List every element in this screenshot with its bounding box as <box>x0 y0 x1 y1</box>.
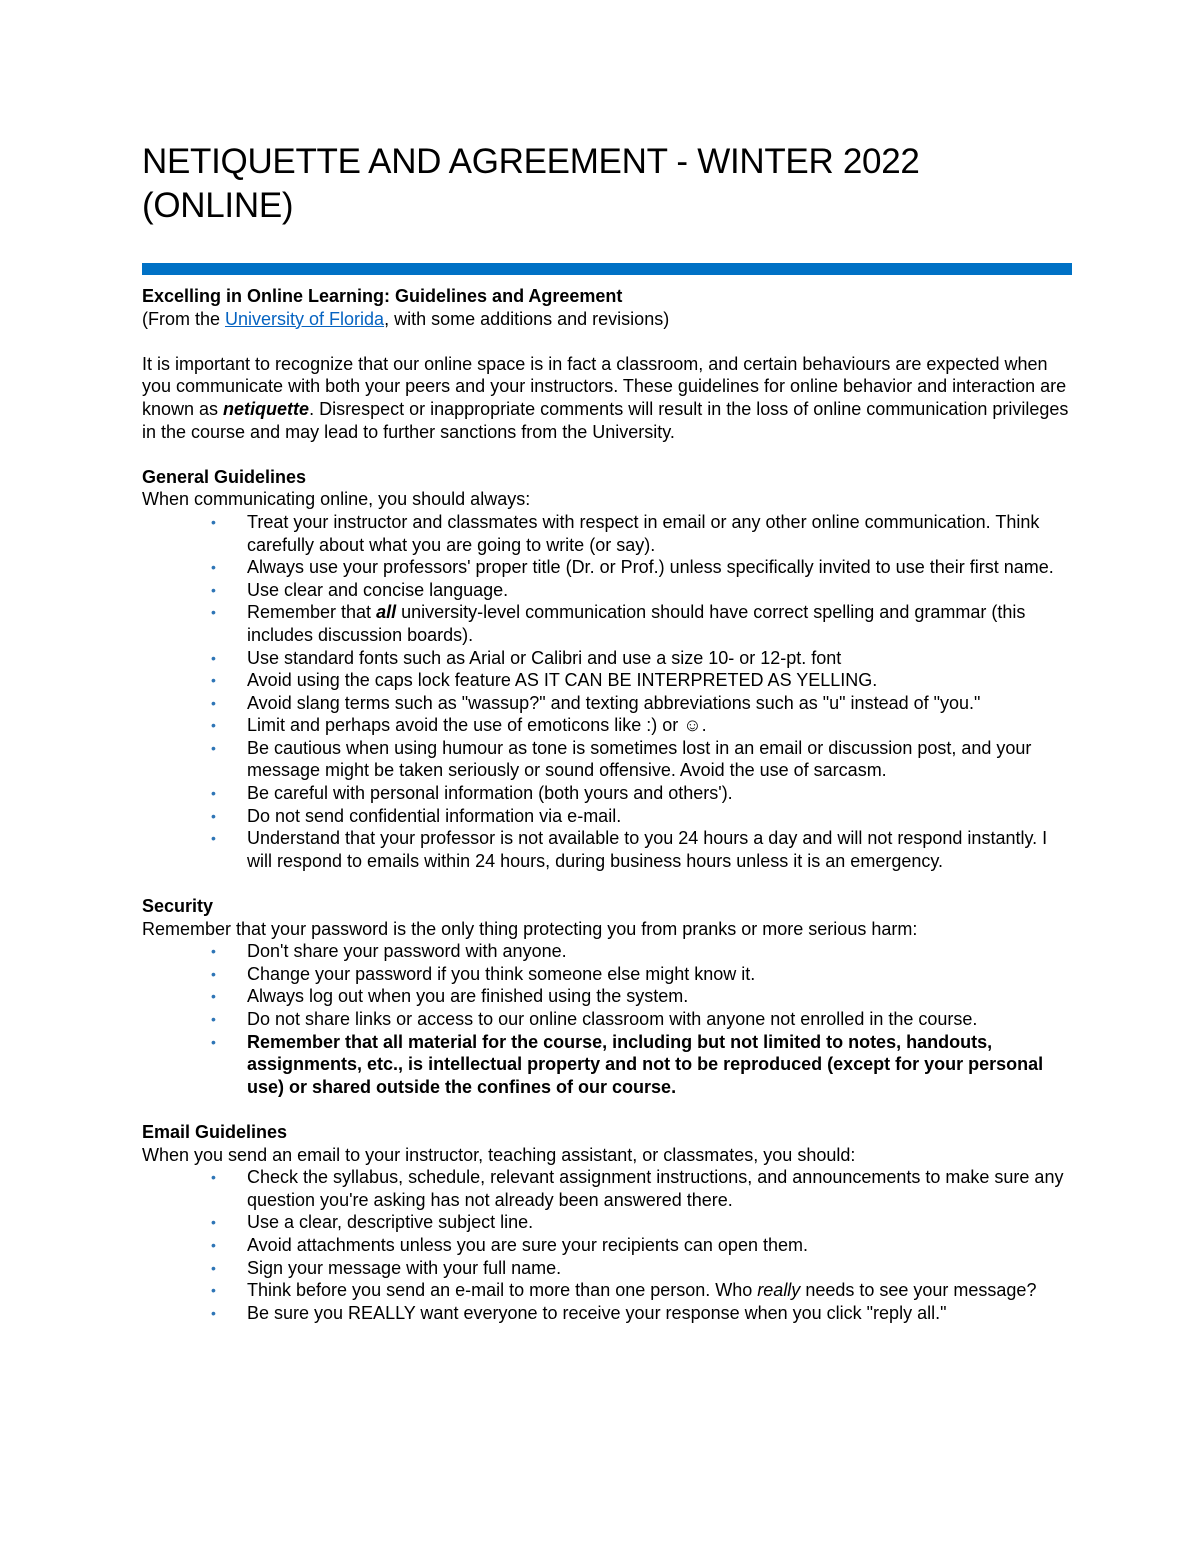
list-item <box>211 511 1072 556</box>
think-b: needs to see your message? <box>800 1280 1037 1301</box>
list-item <box>211 963 1072 986</box>
list-item-text: Avoid slang terms such as "wassup?" and texting abbreviations such as "u" instead of "you." <box>247 692 981 713</box>
list-item <box>211 1166 1072 1211</box>
remember-b: university-level communication should have correct spelling and grammar (this includes discussion boards). <box>247 602 1026 645</box>
email-guidelines-list <box>142 1166 1072 1324</box>
think-a: Think before you send an e-mail to more than one person. Who <box>247 1280 758 1301</box>
list-item <box>211 1279 1072 1302</box>
email-guidelines-lead: When you send an email to your instructor, teaching assistant, or classmates, you should: <box>142 1144 856 1165</box>
list-item-text: Avoid attachments unless you are sure your recipients can open them. <box>247 1234 808 1255</box>
bullet-icon: • <box>211 988 216 1005</box>
list-item <box>211 805 1072 828</box>
intellectual-property-notice: Remember that all material for the course, including but not limited to notes, handouts, assignments, etc., is intellectual property and not to be reproduced (except for your personal use) or shared outside the confines of our course. <box>247 1031 1044 1097</box>
bullet-icon: • <box>211 1282 216 1299</box>
bullet-icon: • <box>211 581 216 598</box>
list-item <box>211 1008 1072 1031</box>
list-item-text: Use clear and concise language. <box>247 579 509 600</box>
intro-heading: Excelling in Online Learning: Guidelines and Agreement <box>142 286 623 306</box>
list-item-text: Be careful with personal information (both yours and others'). <box>247 783 733 804</box>
list-item-text: Don't share your password with anyone. <box>247 941 567 962</box>
list-item <box>211 647 1072 670</box>
general-guidelines-lead: When communicating online, you should always: <box>142 489 531 510</box>
list-item-text: Treat your instructor and classmates with respect in email or any other online communication. Think carefully about what you are going to write (or say). <box>247 511 1040 555</box>
bullet-icon: • <box>211 830 216 847</box>
list-item <box>211 827 1072 872</box>
document-body <box>142 285 1072 1324</box>
bullet-icon: • <box>211 943 216 960</box>
list-item-text: Check the syllabus, schedule, relevant assignment instructions, and announcements to make sure any question you're asking has not already been answered there. <box>247 1167 1064 1210</box>
document-title: NETIQUETTE AND AGREEMENT - WINTER 2022 (ONLINE) <box>142 142 920 225</box>
general-guidelines-list <box>142 511 1072 873</box>
list-item <box>211 1302 1072 1325</box>
bullet-icon: • <box>211 1304 216 1321</box>
bullet-icon: • <box>211 604 216 621</box>
list-item-text: Always log out when you are finished using the system. <box>247 986 689 1007</box>
list-item-text: Be cautious when using humour as tone is sometimes lost in an email or discussion post, and your message might be taken seriously or sound offensive. Avoid the use of sarcasm. <box>247 737 1032 781</box>
general-guidelines-heading: General Guidelines <box>142 466 307 487</box>
security-lead: Remember that your password is the only thing protecting you from pranks or more serious harm: <box>142 918 918 939</box>
bullet-icon: • <box>211 717 216 734</box>
list-item-text: Always use your professors' proper title (Dr. or Prof.) unless specifically invited to use their first name. <box>247 557 1054 578</box>
list-item <box>211 1257 1072 1280</box>
security-list <box>142 940 1072 1098</box>
title-divider-rule <box>142 263 1072 275</box>
source-suffix: , with some additions and revisions) <box>384 308 670 329</box>
list-item <box>211 579 1072 602</box>
security-heading: Security <box>142 896 214 917</box>
bullet-icon: • <box>211 807 216 824</box>
bullet-icon: • <box>211 1011 216 1027</box>
bullet-icon: • <box>211 1259 216 1276</box>
bullet-icon: • <box>211 1214 216 1231</box>
list-item-text: Avoid using the caps lock feature AS IT CAN BE INTERPRETED AS YELLING. <box>247 670 878 691</box>
really-term: really <box>757 1280 801 1301</box>
list-item <box>211 1234 1072 1257</box>
list-item <box>211 692 1072 715</box>
list-item <box>211 940 1072 963</box>
university-of-florida-link[interactable]: University of Florida <box>225 308 385 329</box>
netiquette-term: netiquette <box>223 398 310 419</box>
list-item <box>211 782 1072 805</box>
intro-paragraph <box>142 353 1072 443</box>
intro-para-b: . Disrespect or inappropriate comments will result in the loss of online communication privileges in the course and may lead to further sanctions from the University. <box>142 398 1069 442</box>
bullet-icon: • <box>211 739 216 756</box>
intro-source <box>142 308 1072 331</box>
list-item <box>211 556 1072 579</box>
bullet-icon: • <box>211 672 216 689</box>
list-item-text: Change your password if you think someone else might know it. <box>247 963 756 984</box>
list-item <box>211 1031 1072 1099</box>
bullet-icon: • <box>211 694 216 711</box>
source-prefix: (From the <box>142 308 226 329</box>
list-item-text: Do not send confidential information via e-mail. <box>247 805 622 826</box>
list-item-text: Limit and perhaps avoid the use of emoticons like :) or ☺. <box>247 715 707 736</box>
bullet-icon: • <box>211 965 216 982</box>
list-item-text: Use standard fonts such as Arial or Calibri and use a size 10- or 12-pt. font <box>247 647 842 668</box>
bullet-icon: • <box>211 649 216 666</box>
list-item <box>211 1211 1072 1234</box>
bullet-icon: • <box>211 785 216 802</box>
list-item-text: Be sure you REALLY want everyone to receive your response when you click "reply all." <box>247 1302 947 1323</box>
bullet-icon: • <box>211 513 216 530</box>
bullet-icon: • <box>211 1236 216 1253</box>
remember-a: Remember that <box>247 602 377 623</box>
list-item-text: Use a clear, descriptive subject line. <box>247 1212 534 1233</box>
list-item <box>211 985 1072 1008</box>
all-term: all <box>376 602 397 623</box>
list-item <box>211 601 1072 646</box>
email-guidelines-heading: Email Guidelines <box>142 1121 288 1142</box>
list-item-text: Do not share links or access to our online classroom with anyone not enrolled in the course. <box>247 1009 978 1029</box>
list-item <box>211 737 1072 782</box>
intro-para-a: It is important to recognize that our online space is in fact a classroom, and certain behaviours are expected when you communicate with both your peers and your instructors. These guidelines for online behavior and interaction are known as <box>142 353 1067 419</box>
list-item-text: Understand that your professor is not available to you 24 hours a day and will not respond instantly. I will respond to emails within 24 hours, during business hours unless it is an emergency. <box>247 828 1048 871</box>
bullet-icon: • <box>211 1033 216 1050</box>
list-item-text: Sign your message with your full name. <box>247 1257 562 1278</box>
list-item <box>211 669 1072 692</box>
bullet-icon: • <box>211 1169 216 1186</box>
bullet-icon: • <box>211 559 216 576</box>
list-item <box>211 714 1072 737</box>
